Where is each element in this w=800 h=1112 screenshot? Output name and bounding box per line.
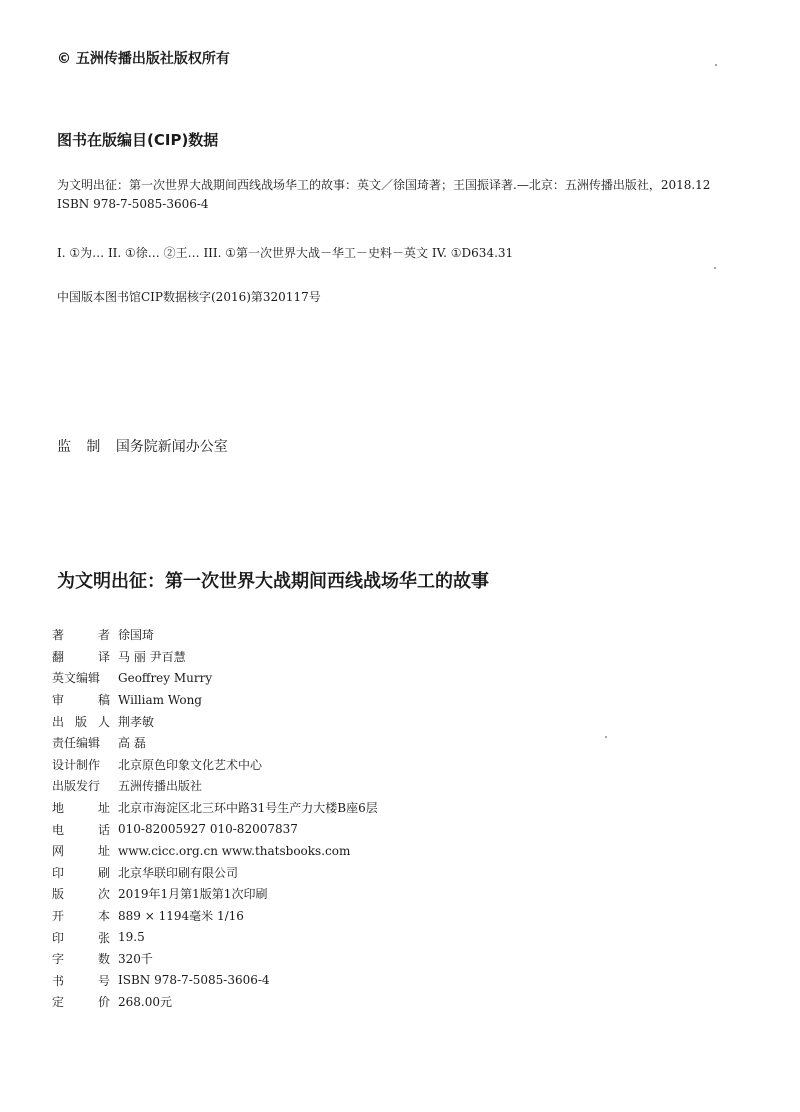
credit-label-char: 者 <box>97 628 110 643</box>
credit-label <box>52 669 110 686</box>
credit-label-char: 网 <box>52 844 65 859</box>
credit-label <box>52 734 110 751</box>
credit-label-char: 稿 <box>97 693 110 708</box>
credit-row <box>52 732 472 754</box>
credit-label <box>52 885 110 902</box>
credit-row <box>52 775 472 797</box>
credit-label-char: 址 <box>97 844 110 859</box>
credit-label-char: 出版发行 <box>52 779 101 794</box>
credit-row <box>52 883 472 905</box>
scan-speck <box>605 736 607 738</box>
credit-row <box>52 710 472 732</box>
credit-row <box>52 754 472 776</box>
credit-label <box>52 691 110 708</box>
credit-value: 320千 <box>118 952 153 967</box>
credit-label <box>52 713 110 730</box>
credit-label <box>52 907 110 924</box>
credit-value: 北京华联印刷有限公司 <box>118 865 239 880</box>
credit-label-char: 刷 <box>97 865 110 880</box>
credit-label <box>52 626 110 643</box>
cip-classification-line: I. ①为… II. ①徐… ②王… III. ①第一次世界大战－华工－史料－英文 IV. ①D634.31 <box>57 246 514 260</box>
credit-label <box>52 972 110 989</box>
credit-label-char: 次 <box>97 887 110 902</box>
supervision-value: 国务院新闻办公室 <box>115 439 228 455</box>
credit-value: 荆孝敏 <box>118 714 155 729</box>
credit-label <box>52 821 110 838</box>
book-title: 为文明出征：第一次世界大战期间西线战场华工的故事 <box>57 571 489 592</box>
credit-row <box>52 689 472 711</box>
credit-label-char: 出 <box>52 714 65 729</box>
credit-label-char: 书 <box>52 973 65 988</box>
credit-value: 010-82005927 010-82007837 <box>118 822 298 837</box>
credit-row <box>52 926 472 948</box>
credit-label-char: 张 <box>97 930 110 945</box>
credit-value: 五洲传播出版社 <box>118 779 203 794</box>
credit-label <box>52 842 110 859</box>
credit-value: 268.00元 <box>118 995 172 1010</box>
credit-value: 北京市海淀区北三环中路31号生产力大楼B座6层 <box>118 801 378 816</box>
credit-label <box>52 864 110 881</box>
credit-row <box>52 667 472 689</box>
credit-label-char: 翻 <box>52 649 65 664</box>
credit-label-char: 审 <box>52 693 65 708</box>
credit-label-char: 英文编辑 <box>52 671 101 686</box>
credit-row <box>52 862 472 884</box>
credit-label-char: 设计制作 <box>52 757 101 772</box>
credit-value: 889 × 1194毫米 1/16 <box>118 909 244 924</box>
credit-label-char: 号 <box>97 973 110 988</box>
credit-row <box>52 948 472 970</box>
credit-label-char: 价 <box>97 995 110 1010</box>
cip-record-number: 中国版本图书馆CIP数据核字(2016)第320117号 <box>57 290 321 304</box>
cip-isbn-line: ISBN 978-7-5085-3606-4 <box>57 197 209 211</box>
credit-value: ISBN 978-7-5085-3606-4 <box>118 973 270 988</box>
credit-label <box>52 756 110 773</box>
credit-value: 徐国琦 <box>118 628 155 643</box>
supervision-label: 监制 <box>57 439 116 455</box>
credit-row <box>52 970 472 992</box>
credit-label <box>52 993 110 1010</box>
cip-bibliographic-line: 为文明出征：第一次世界大战期间西线战场华工的故事：英文／徐国琦著；王国振译著.—北京：五洲传播出版社，2018.12 <box>57 178 711 192</box>
credit-label-char: 印 <box>52 930 65 945</box>
credit-row <box>52 905 472 927</box>
credit-label-char: 数 <box>97 952 110 967</box>
credit-label-char: 人 <box>97 714 110 729</box>
credit-value: 2019年1月第1版第1次印刷 <box>118 887 268 902</box>
credit-label-char: 本 <box>97 909 110 924</box>
credit-label-char: 著 <box>52 628 65 643</box>
credit-label-char: 责任编辑 <box>52 736 101 751</box>
credit-row <box>52 624 472 646</box>
credits-list <box>52 624 472 1013</box>
supervision-line <box>57 436 228 456</box>
credit-label <box>52 648 110 665</box>
credit-value: 马 丽 尹百慧 <box>118 649 186 664</box>
credit-label-char: 话 <box>97 822 110 837</box>
credit-label-char: 印 <box>52 865 65 880</box>
credit-value: 北京原色印象文化艺术中心 <box>118 757 263 772</box>
credit-label <box>52 777 110 794</box>
credit-value: William Wong <box>118 692 202 707</box>
scan-speck <box>715 64 717 66</box>
credit-label-char: 版 <box>52 887 65 902</box>
credit-label <box>52 929 110 946</box>
credit-label-char: 址 <box>97 801 110 816</box>
credit-label <box>52 799 110 816</box>
scan-speck <box>714 267 716 269</box>
credit-label-char: 电 <box>52 822 65 837</box>
credit-value: 高 磊 <box>118 736 146 751</box>
credit-row <box>52 991 472 1013</box>
credit-row <box>52 818 472 840</box>
credit-value: 19.5 <box>118 930 145 945</box>
copyright-notice: © 五洲传播出版社版权所有 <box>57 51 230 67</box>
credit-row <box>52 797 472 819</box>
credit-label-char: 字 <box>52 952 65 967</box>
credit-label-char: 开 <box>52 909 65 924</box>
credit-label-char: 版 <box>74 714 87 729</box>
cip-heading: 图书在版编目(CIP)数据 <box>57 131 219 149</box>
credit-row <box>52 840 472 862</box>
credit-value: www.cicc.org.cn www.thatsbooks.com <box>118 843 351 858</box>
credit-label-char: 定 <box>52 995 65 1010</box>
credit-label <box>52 950 110 967</box>
credit-label-char: 地 <box>52 801 65 816</box>
credit-label-char: 译 <box>97 649 110 664</box>
credit-value: Geoffrey Murry <box>118 670 213 685</box>
credit-row <box>52 646 472 668</box>
